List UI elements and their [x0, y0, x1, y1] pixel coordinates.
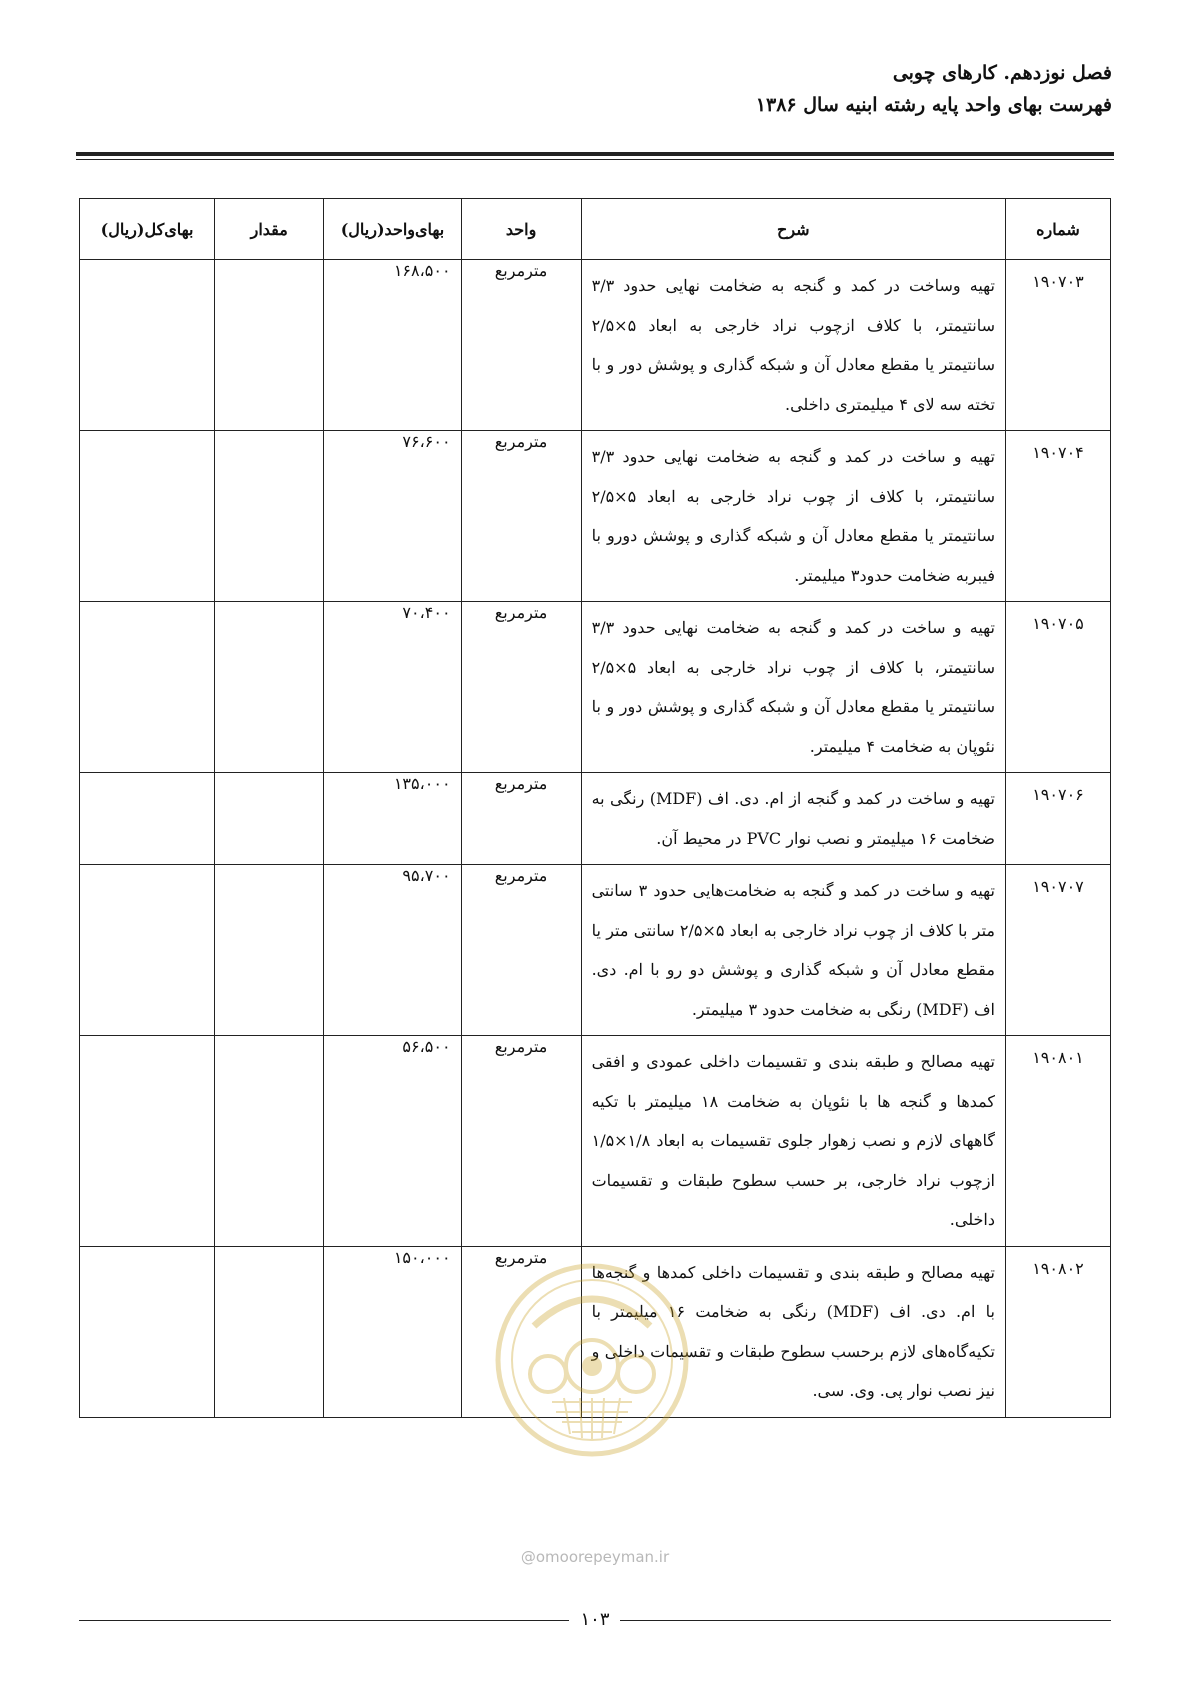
- col-header-number: شماره: [1005, 199, 1110, 260]
- item-unit-price: ۱۵۰،۰۰۰: [324, 1246, 461, 1417]
- item-unit-price: ۱۶۸،۵۰۰: [324, 260, 461, 431]
- item-quantity: [215, 773, 324, 865]
- item-number: ۱۹۰۸۰۱: [1005, 1036, 1110, 1247]
- watermark-handle: @omoorepeyman.ir: [520, 1548, 670, 1566]
- item-number: ۱۹۰۸۰۲: [1005, 1246, 1110, 1417]
- item-unit: مترمربع: [461, 1036, 581, 1247]
- chapter-title: فصل نوزدهم. کارهای چوبی: [892, 62, 1112, 84]
- page-header: [756, 62, 1112, 116]
- item-number: ۱۹۰۷۰۴: [1005, 431, 1110, 602]
- item-number: ۱۹۰۷۰۵: [1005, 602, 1110, 773]
- table-row: [80, 1036, 1111, 1247]
- item-description: تهیه مصالح و طبقه بندی و تقسیمات داخلی کمدها و گنجه‌ها با ام. دی. اف (MDF) رنگی به ضخامت ۱۶ میلیمتر با تکیه‌گاه‌های لازم برحسب سطوح طبقات و تقسیمات داخلی و نیز نصب نوار پی. وی. سی.: [581, 1246, 1005, 1417]
- item-description: تهیه و ساخت در کمد و گنجه به ضخامت نهایی حدود ۳/۳ سانتیمتر، با کلاف از چوب نراد خارجی به ابعاد ۵×۲/۵ سانتیمتر یا مقطع معادل آن و شبکه گذاری و پوشش دورو با فیبربه ضخامت حدود۳ میلیمتر.: [581, 431, 1005, 602]
- item-total-price: [80, 260, 215, 431]
- col-header-quantity: مقدار: [215, 199, 324, 260]
- header-rule-thick: [76, 152, 1114, 156]
- page-number: ۱۰۳: [580, 1609, 610, 1630]
- footer-rule-right: [620, 1620, 1111, 1621]
- item-description: تهیه وساخت در کمد و گنجه به ضخامت نهایی حدود ۳/۳ سانتیمتر، با کلاف ازچوب نراد خارجی به ابعاد ۵×۲/۵ سانتیمتر یا مقطع معادل آن و شبکه گذاری و پوشش دور و با تخته سه لای ۴ میلیمتری داخلی.: [581, 260, 1005, 431]
- item-total-price: [80, 1246, 215, 1417]
- item-number: ۱۹۰۷۰۶: [1005, 773, 1110, 865]
- item-number: ۱۹۰۷۰۷: [1005, 865, 1110, 1036]
- item-quantity: [215, 602, 324, 773]
- item-unit-price: ۷۰،۴۰۰: [324, 602, 461, 773]
- table-header-row: [80, 199, 1111, 260]
- item-total-price: [80, 602, 215, 773]
- table-row: [80, 865, 1111, 1036]
- col-header-total-price: بهای‌کل(ریال): [80, 199, 215, 260]
- item-total-price: [80, 431, 215, 602]
- item-total-price: [80, 1036, 215, 1247]
- item-unit-price: ۱۳۵،۰۰۰: [324, 773, 461, 865]
- item-quantity: [215, 865, 324, 1036]
- item-unit: مترمربع: [461, 260, 581, 431]
- col-header-unit: واحد: [461, 199, 581, 260]
- item-unit: مترمربع: [461, 865, 581, 1036]
- table-row: [80, 260, 1111, 431]
- item-quantity: [215, 1036, 324, 1247]
- item-quantity: [215, 431, 324, 602]
- table-row: [80, 1246, 1111, 1417]
- item-description: تهیه و ساخت در کمد و گنجه به ضخامت نهایی حدود ۳/۳ سانتیمتر، با کلاف از چوب نراد خارجی به ابعاد ۵×۲/۵ سانتیمتر یا مقطع معادل آن و شبکه گذاری و پوشش دور و با نئوپان به ضخامت ۴ میلیمتر.: [581, 602, 1005, 773]
- item-unit-price: ۷۶،۶۰۰: [324, 431, 461, 602]
- item-unit: مترمربع: [461, 602, 581, 773]
- item-description: تهیه و ساخت در کمد و گنجه به ضخامت‌هایی حدود ۳ سانتی متر با کلاف از چوب نراد خارجی به ابعاد ۵×۲/۵ سانتی متر یا مقطع معادل آن و شبکه گذاری و پوشش دو رو با ام. دی. اف (MDF) رنگی به ضخامت حدود ۳ میلیمتر.: [581, 865, 1005, 1036]
- item-description: تهیه مصالح و طبقه بندی و تقسیمات داخلی عمودی و افقی کمدها و گنجه ها با نئوپان به ضخامت ۱۸ میلیمتر با تکیه گاههای لازم و نصب زهوار جلوی تقسیمات به ابعاد ۱/۸×۱/۵ ازچوب نراد خارجی، بر حسب سطوح طبقات و تقسیمات داخلی.: [581, 1036, 1005, 1247]
- price-table: [79, 198, 1111, 1418]
- item-unit: مترمربع: [461, 1246, 581, 1417]
- item-unit-price: ۵۶،۵۰۰: [324, 1036, 461, 1247]
- table-row: [80, 602, 1111, 773]
- table-row: [80, 431, 1111, 602]
- item-quantity: [215, 260, 324, 431]
- col-header-description: شرح: [581, 199, 1005, 260]
- item-number: ۱۹۰۷۰۳: [1005, 260, 1110, 431]
- table-row: [80, 773, 1111, 865]
- item-unit: مترمربع: [461, 431, 581, 602]
- col-header-unit-price: بهای‌واحد(ریال): [324, 199, 461, 260]
- document-subtitle: فهرست بهای واحد پایه رشته ابنیه سال ۱۳۸۶: [755, 94, 1112, 116]
- footer-rule-left: [79, 1620, 569, 1621]
- item-total-price: [80, 865, 215, 1036]
- header-rule-thin: [76, 159, 1114, 160]
- item-quantity: [215, 1246, 324, 1417]
- item-unit: مترمربع: [461, 773, 581, 865]
- item-total-price: [80, 773, 215, 865]
- item-unit-price: ۹۵،۷۰۰: [324, 865, 461, 1036]
- item-description: تهیه و ساخت در کمد و گنجه از ام. دی. اف (MDF) رنگی به ضخامت ۱۶ میلیمتر و نصب نوار PVC در محیط آن.: [581, 773, 1005, 865]
